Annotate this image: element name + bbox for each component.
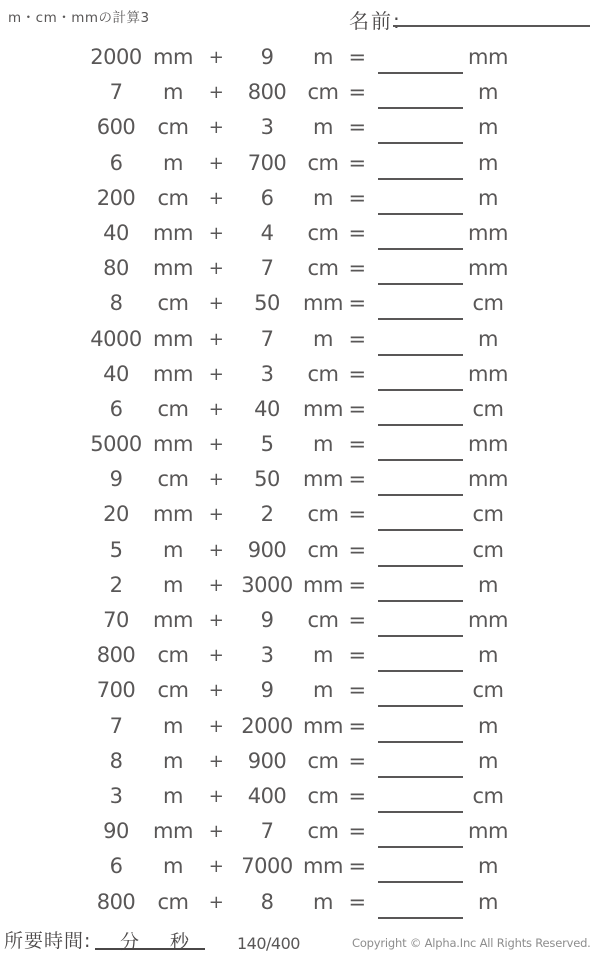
plus-sign: + <box>208 891 224 913</box>
answer-unit: cm <box>472 783 504 808</box>
equals-sign: = <box>348 80 366 105</box>
operand-a-unit: mm <box>153 361 193 386</box>
operand-b-unit: cm <box>307 150 339 175</box>
operand-a-unit: mm <box>153 45 193 69</box>
operand-b-value: 40 <box>254 396 280 421</box>
operand-a-unit: m <box>163 150 183 175</box>
answer-blank[interactable] <box>378 459 463 461</box>
operand-a-unit: cm <box>157 115 189 140</box>
equals-sign: = <box>348 608 366 632</box>
operand-b-unit: mm <box>303 467 343 492</box>
problem-row <box>0 216 600 251</box>
operand-a-value: 600 <box>96 115 136 140</box>
plus-sign: + <box>208 363 224 385</box>
operand-a-unit: cm <box>157 396 189 421</box>
problem-row <box>0 533 600 568</box>
answer-unit: mm <box>468 432 508 457</box>
operand-b-unit: cm <box>307 80 339 105</box>
operand-a-value: 7 <box>109 713 123 738</box>
answer-blank[interactable] <box>378 107 463 109</box>
operand-a-value: 8 <box>109 291 123 316</box>
operand-b-value: 50 <box>254 291 280 316</box>
operand-b-unit: m <box>313 45 333 69</box>
answer-blank[interactable] <box>378 424 463 426</box>
problem-row <box>0 603 600 638</box>
answer-blank[interactable] <box>378 917 463 919</box>
operand-b-value: 9 <box>260 45 274 69</box>
problem-row <box>0 40 600 75</box>
plus-sign: + <box>208 715 224 737</box>
answer-blank[interactable] <box>378 283 463 285</box>
equals-sign: = <box>348 502 366 527</box>
operand-a-value: 6 <box>109 150 123 175</box>
plus-sign: + <box>208 258 224 280</box>
problem-row <box>0 357 600 392</box>
operand-b-value: 9 <box>260 678 274 703</box>
problem-row <box>0 709 600 744</box>
answer-blank[interactable] <box>378 705 463 707</box>
problem-row <box>0 568 600 603</box>
plus-sign: + <box>208 117 224 139</box>
answer-unit: m <box>478 713 498 738</box>
operand-b-value: 8 <box>260 889 274 914</box>
operand-b-value: 7 <box>260 326 274 351</box>
equals-sign: = <box>348 361 366 386</box>
operand-b-unit: cm <box>307 783 339 808</box>
operand-a-value: 70 <box>103 608 129 632</box>
operand-b-value: 700 <box>247 150 287 175</box>
equals-sign: = <box>348 432 366 457</box>
problem-row <box>0 497 600 532</box>
equals-sign: = <box>348 572 366 597</box>
plus-sign: + <box>208 680 224 702</box>
operand-a-value: 80 <box>103 256 129 281</box>
answer-unit: m <box>478 643 498 668</box>
operand-a-value: 6 <box>109 396 123 421</box>
answer-unit: mm <box>468 256 508 281</box>
problem-row <box>0 779 600 814</box>
operand-b-value: 7000 <box>241 854 293 879</box>
seconds-label: 秒 <box>170 931 190 953</box>
operand-b-unit: mm <box>303 291 343 316</box>
operand-a-value: 200 <box>96 185 136 210</box>
answer-unit: mm <box>468 45 508 69</box>
answer-unit: m <box>478 748 498 773</box>
operand-b-unit: cm <box>307 537 339 562</box>
problem-row <box>0 744 600 779</box>
operand-b-value: 6 <box>260 185 274 210</box>
equals-sign: = <box>348 185 366 210</box>
problems-list <box>0 40 600 920</box>
operand-b-value: 2000 <box>241 713 293 738</box>
answer-blank[interactable] <box>378 248 463 250</box>
operand-a-value: 90 <box>103 819 129 844</box>
problem-row <box>0 322 600 357</box>
operand-a-value: 40 <box>103 220 129 245</box>
problem-row <box>0 462 600 497</box>
answer-unit: cm <box>472 537 504 562</box>
equals-sign: = <box>348 115 366 140</box>
equals-sign: = <box>348 819 366 844</box>
equals-sign: = <box>348 396 366 421</box>
operand-a-value: 800 <box>96 643 136 668</box>
answer-unit: mm <box>468 819 508 844</box>
operand-a-value: 40 <box>103 361 129 386</box>
operand-b-value: 7 <box>260 819 274 844</box>
answer-blank[interactable] <box>378 881 463 883</box>
answer-blank[interactable] <box>378 565 463 567</box>
operand-b-value: 900 <box>247 748 287 773</box>
operand-a-unit: cm <box>157 291 189 316</box>
problem-row <box>0 673 600 708</box>
answer-blank[interactable] <box>378 600 463 602</box>
answer-blank[interactable] <box>378 529 463 531</box>
operand-a-value: 5000 <box>90 432 142 457</box>
operand-a-unit: m <box>163 854 183 879</box>
operand-a-value: 9 <box>109 467 123 492</box>
answer-blank[interactable] <box>378 354 463 356</box>
name-label: 名前: <box>349 9 402 33</box>
problem-row <box>0 638 600 673</box>
equals-sign: = <box>348 150 366 175</box>
problem-row <box>0 146 600 181</box>
equals-sign: = <box>348 889 366 914</box>
operand-b-unit: cm <box>307 220 339 245</box>
answer-blank[interactable] <box>378 213 463 215</box>
plus-sign: + <box>208 328 224 350</box>
answer-unit: mm <box>468 361 508 386</box>
answer-unit: m <box>478 150 498 175</box>
plus-sign: + <box>208 187 224 209</box>
operand-b-unit: mm <box>303 396 343 421</box>
plus-sign: + <box>208 821 224 843</box>
operand-a-unit: m <box>163 713 183 738</box>
answer-blank[interactable] <box>378 178 463 180</box>
answer-unit: m <box>478 889 498 914</box>
plus-sign: + <box>208 785 224 807</box>
plus-sign: + <box>208 82 224 104</box>
operand-b-unit: m <box>313 678 333 703</box>
minutes-label: 分 <box>120 931 140 953</box>
operand-a-unit: mm <box>153 502 193 527</box>
operand-b-unit: m <box>313 115 333 140</box>
problem-row <box>0 181 600 216</box>
answer-blank[interactable] <box>378 389 463 391</box>
plus-sign: + <box>208 539 224 561</box>
operand-b-unit: m <box>313 889 333 914</box>
time-required-label: 所要時間: <box>4 930 92 952</box>
answer-unit: m <box>478 326 498 351</box>
answer-blank[interactable] <box>378 741 463 743</box>
operand-b-value: 7 <box>260 256 274 281</box>
name-input-line[interactable] <box>393 25 590 27</box>
operand-b-unit: mm <box>303 572 343 597</box>
operand-a-value: 3 <box>109 783 123 808</box>
operand-b-value: 3000 <box>241 572 293 597</box>
operand-a-unit: cm <box>157 185 189 210</box>
problem-row <box>0 392 600 427</box>
operand-b-unit: mm <box>303 713 343 738</box>
problem-row <box>0 110 600 145</box>
plus-sign: + <box>208 645 224 667</box>
answer-blank[interactable] <box>378 811 463 813</box>
operand-a-unit: mm <box>153 432 193 457</box>
problem-row <box>0 286 600 321</box>
plus-sign: + <box>208 398 224 420</box>
answer-unit: cm <box>472 678 504 703</box>
operand-b-value: 9 <box>260 608 274 632</box>
operand-b-value: 400 <box>247 783 287 808</box>
answer-blank[interactable] <box>378 670 463 672</box>
operand-b-value: 3 <box>260 115 274 140</box>
answer-blank[interactable] <box>378 318 463 320</box>
problem-row <box>0 251 600 286</box>
plus-sign: + <box>208 610 224 631</box>
answer-blank[interactable] <box>378 72 463 74</box>
plus-sign: + <box>208 152 224 174</box>
operand-a-value: 6 <box>109 854 123 879</box>
operand-a-unit: m <box>163 572 183 597</box>
operand-b-value: 5 <box>260 432 274 457</box>
answer-unit: cm <box>472 291 504 316</box>
operand-b-value: 3 <box>260 361 274 386</box>
equals-sign: = <box>348 748 366 773</box>
answer-unit: mm <box>468 608 508 632</box>
operand-a-unit: mm <box>153 819 193 844</box>
equals-sign: = <box>348 467 366 492</box>
operand-a-unit: cm <box>157 467 189 492</box>
operand-b-unit: cm <box>307 608 339 632</box>
operand-a-unit: mm <box>153 220 193 245</box>
answer-unit: mm <box>468 467 508 492</box>
operand-b-value: 2 <box>260 502 274 527</box>
operand-a-unit: cm <box>157 643 189 668</box>
answer-unit: m <box>478 854 498 879</box>
operand-a-unit: cm <box>157 889 189 914</box>
plus-sign: + <box>208 47 224 68</box>
operand-b-unit: mm <box>303 854 343 879</box>
problem-row <box>0 814 600 849</box>
operand-b-value: 50 <box>254 467 280 492</box>
plus-sign: + <box>208 856 224 878</box>
operand-b-unit: cm <box>307 361 339 386</box>
operand-a-value: 2000 <box>90 45 142 69</box>
operand-b-value: 4 <box>260 220 274 245</box>
equals-sign: = <box>348 537 366 562</box>
operand-b-unit: cm <box>307 748 339 773</box>
equals-sign: = <box>348 854 366 879</box>
answer-blank[interactable] <box>378 776 463 778</box>
operand-b-unit: m <box>313 185 333 210</box>
operand-a-value: 2 <box>109 572 123 597</box>
plus-sign: + <box>208 222 224 244</box>
operand-a-unit: m <box>163 537 183 562</box>
equals-sign: = <box>348 326 366 351</box>
answer-unit: m <box>478 185 498 210</box>
operand-a-unit: m <box>163 783 183 808</box>
operand-a-value: 700 <box>96 678 136 703</box>
equals-sign: = <box>348 291 366 316</box>
answer-blank[interactable] <box>378 846 463 848</box>
operand-a-unit: m <box>163 80 183 105</box>
answer-unit: m <box>478 115 498 140</box>
plus-sign: + <box>208 574 224 596</box>
answer-unit: m <box>478 572 498 597</box>
copyright-text: Copyright © Alpha.Inc All Rights Reserved. <box>352 936 591 950</box>
operand-b-value: 900 <box>247 537 287 562</box>
operand-a-unit: cm <box>157 678 189 703</box>
plus-sign: + <box>208 293 224 315</box>
operand-b-unit: m <box>313 432 333 457</box>
worksheet-title: m・cm・mmの計算3 <box>8 10 150 26</box>
answer-blank[interactable] <box>378 494 463 496</box>
operand-a-value: 20 <box>103 502 129 527</box>
equals-sign: = <box>348 45 366 69</box>
operand-a-value: 4000 <box>90 326 142 351</box>
operand-a-value: 5 <box>109 537 123 562</box>
problem-row <box>0 885 600 920</box>
equals-sign: = <box>348 713 366 738</box>
plus-sign: + <box>208 434 224 456</box>
plus-sign: + <box>208 469 224 491</box>
answer-unit: mm <box>468 220 508 245</box>
problem-row <box>0 427 600 462</box>
operand-a-value: 800 <box>96 889 136 914</box>
page-number: 140/400 <box>237 934 300 953</box>
plus-sign: + <box>208 504 224 526</box>
plus-sign: + <box>208 750 224 772</box>
answer-blank[interactable] <box>378 142 463 144</box>
operand-b-value: 800 <box>247 80 287 105</box>
equals-sign: = <box>348 643 366 668</box>
equals-sign: = <box>348 783 366 808</box>
equals-sign: = <box>348 678 366 703</box>
equals-sign: = <box>348 220 366 245</box>
answer-unit: cm <box>472 396 504 421</box>
operand-b-unit: m <box>313 326 333 351</box>
answer-unit: cm <box>472 502 504 527</box>
operand-b-unit: cm <box>307 502 339 527</box>
answer-unit: m <box>478 80 498 105</box>
operand-b-unit: cm <box>307 819 339 844</box>
problem-row <box>0 849 600 884</box>
operand-b-unit: cm <box>307 256 339 281</box>
equals-sign: = <box>348 256 366 281</box>
operand-b-unit: m <box>313 643 333 668</box>
operand-a-value: 8 <box>109 748 123 773</box>
problem-row <box>0 75 600 110</box>
operand-a-value: 7 <box>109 80 123 105</box>
operand-a-unit: mm <box>153 256 193 281</box>
operand-a-unit: mm <box>153 608 193 632</box>
operand-b-value: 3 <box>260 643 274 668</box>
answer-blank[interactable] <box>378 635 463 637</box>
operand-a-unit: m <box>163 748 183 773</box>
operand-a-unit: mm <box>153 326 193 351</box>
